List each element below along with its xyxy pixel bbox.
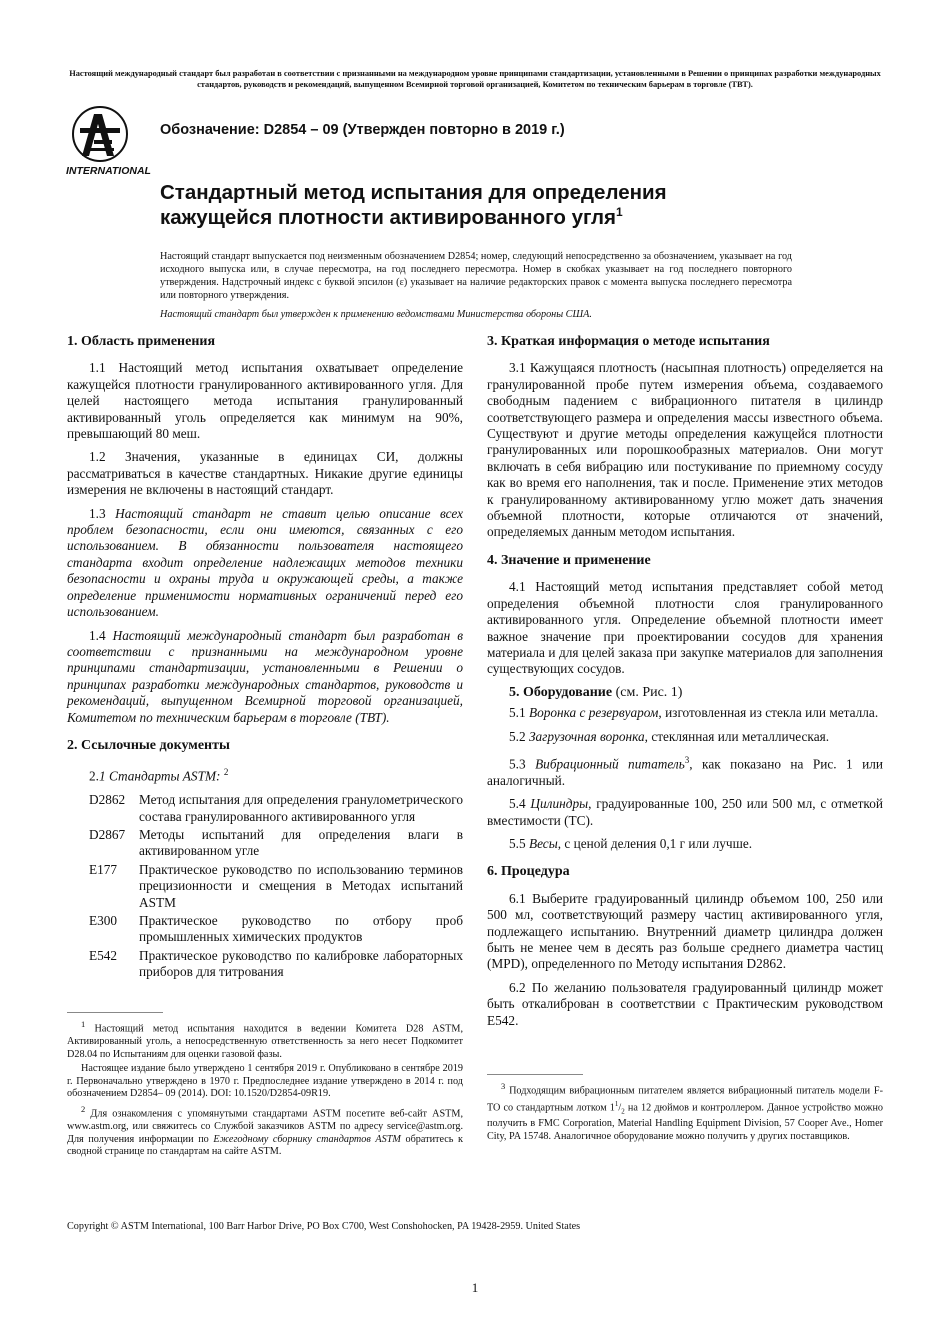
title-text: Стандартный метод испытания для определения кажущейся плотности активированного угля	[160, 181, 667, 229]
footnote-divider	[487, 1074, 583, 1075]
para-1-3-text: Настоящий стандарт не ставит целью описание всех проблем безопасности, если они имеются, связанных с его использованием. В обязанности пользователя настоящего стандарта входит определение надлежащих методов техники безопасности и охраны труда и окружающей среды, а также определение применимости нормативных ограничений перед его использованием.	[67, 505, 463, 620]
section-5-figure-ref: (см. Рис. 1)	[612, 684, 683, 700]
section-1-heading: 1. Область применения	[67, 334, 216, 349]
reference-title: Практическое руководство по калибровке лабораторных приборов для титрования	[139, 947, 463, 980]
para-5-2-term: Загрузочная воронка	[528, 728, 645, 744]
astm-logo	[64, 104, 156, 178]
section-2-heading: 2. Ссылочные документы	[67, 737, 230, 753]
para-2-1-footnote-marker: 2	[223, 767, 229, 778]
section-5-heading	[487, 685, 883, 701]
left-column	[67, 334, 463, 983]
reference-code: D2862	[89, 792, 126, 808]
footnote-1-marker: 1	[81, 1019, 86, 1029]
para-1-1: 1.1 Настоящий метод испытания охватывает определение кажущейся плотности гранулированного активированного угля. Для целей настоящего метода испытания гранулированный активированный уголь определяется как минимум на 90%, превышающий 80 меш.	[67, 360, 463, 442]
para-5-5	[487, 836, 883, 852]
footnote-2-marker: 2	[81, 1103, 86, 1114]
reference-title: Практическое руководство по использованию терминов прецизионности и смещения в Методах испытаний ASTM	[139, 861, 463, 910]
section-3-heading: 3. Краткая информация о методе испытания	[487, 334, 770, 349]
para-5-3-footnote-marker: 3	[684, 754, 690, 765]
reference-item	[89, 862, 463, 911]
reference-item	[89, 827, 463, 860]
footnote-2-text-b: Ежегодному сборнику стандартов ASTM	[213, 1133, 401, 1145]
footnote-3: $^3$ Подходящим вибрационным питателем является вибрационный питатель модели F-TO со стандартным лотком $1^1/_2$ на 12 дюймов и контроллером. Данное устройство можно получить в FMC Corporation, Material Handling Equipment Division, 57 Cooper Ave., Homer City, PA 15748. Аналогичное оборудование можно получить у других поставщиков.	[487, 1081, 883, 1142]
reference-code: D2867	[89, 826, 126, 842]
para-5-5-number: 5.5	[509, 835, 529, 851]
para-5-4-number: 5.4	[509, 796, 531, 812]
reference-code: E177	[89, 861, 118, 877]
reference-title: Метод испытания для определения гранулометрического состава гранулированного активированного угля	[139, 792, 463, 824]
para-6-2: 6.2 По желанию пользователя градуированный цилиндр может быть откалиброван в соответствии с Практическим руководством E542.	[487, 979, 883, 1028]
para-5-2-number: 5.2	[509, 728, 529, 744]
para-2-1-text: 1 Стандарты ASTM:	[98, 768, 221, 784]
reference-code: E542	[89, 947, 118, 963]
footnote-2	[67, 1103, 463, 1159]
fraction-numerator: 1	[614, 1099, 619, 1108]
section-6-heading: 6. Процедура	[487, 864, 570, 880]
copyright: Copyright © ASTM International, 100 Barr Harbor Drive, PO Box C700, West Conshohocken, PA 19428-2959. United States	[67, 1221, 581, 1232]
para-5-1-term: Воронка с резервуаром	[528, 705, 659, 721]
para-5-1-number: 5.1	[509, 705, 529, 721]
title-footnote-marker: 1	[616, 205, 623, 220]
para-1-4-text: Настоящий международный стандарт был разработан в соответствии с признанными на международном уровне принципами стандартизации, установленными в Решении о принципах разработки международных стандартов, руководств и рекомендаций, выпущенном Всемирной торговой организацией, Комитетом по техническим барьерам в торговле (ТВТ).	[67, 627, 463, 725]
logo-caption: INTERNATIONAL	[66, 165, 151, 177]
section-4-heading: 4. Значение и применение	[487, 552, 651, 568]
footnote-3-text-b: на 12 дюймов и контроллером. Данное устройство можно получить в FMC Corporation, Material Handling Equipment Division, 57 Cooper Ave., Homer City, PA 15748. Аналогичное оборудование можно получить у других поставщиков.	[487, 1102, 883, 1142]
para-5-3	[487, 752, 883, 789]
footnote-1	[67, 1018, 463, 1061]
para-5-3-term: Вибрационный питатель	[535, 756, 685, 772]
left-footnotes	[67, 1018, 463, 1161]
reference-item	[89, 913, 463, 946]
para-1-3	[67, 506, 463, 621]
para-5-4-text: , градуированные 100, 250 или 500 мл, с отметкой вместимости (ТС).	[487, 796, 883, 828]
intro-block	[160, 250, 792, 321]
footnote-3-text-a: Подходящим вибрационным питателем является вибрационный питатель модели F-TO со стандартным лотком 1	[487, 1085, 883, 1114]
header-notice: Настоящий международный стандарт был разработан в соответствии с признанными на международном уровне принципами стандартизации, установленными в Решении о принципах разработки международных стандартов, руководств и рекомендаций, выпущенном Всемирной торговой организацией, Комитетом по техническим барьерам в торговле (ТВТ).	[69, 69, 881, 89]
footnote-1-edition: Настоящее издание было утверждено 1 сентября 2019 г. Опубликовано в сентябре 2019 г. Первоначально утверждено в 1970 г. Предпоследнее издание утверждено в 2014 г. под обозначением D2854– 09 (2014). DOI: 10.1520/D2854-09R19.	[67, 1063, 463, 1100]
reference-item	[89, 948, 463, 981]
para-2-1	[67, 764, 463, 785]
footnote-2-text-c: обратитесь к сводной странице по стандартам на сайте ASTM.	[67, 1133, 463, 1158]
right-column	[487, 334, 883, 1036]
para-5-5-text: , с ценой деления 0,1 г или лучше.	[557, 835, 753, 851]
para-2-1-number: 2.	[89, 768, 99, 784]
reference-item	[89, 792, 463, 825]
para-1-2: 1.2 Значения, указанные в единицах СИ, должны рассматриваться в качестве стандартных. Никакие другие единицы измерения не включены в настоящий стандарт.	[67, 449, 463, 498]
para-6-1: 6.1 Выберите градуированный цилиндр объемом 100, 250 или 500 мл, соответствующий размеру частиц активированного угля, подлежащего испытанию. Внутренний диаметр цилиндра должен быть не менее чем в десять раз больше среднего диаметра частиц (MPD), определенного по Методу испытания D2862.	[487, 890, 883, 972]
reference-title: Практическое руководство по отбору проб промышленных химических продуктов	[139, 913, 463, 945]
reference-title: Методы испытаний для определения влаги в активированном угле	[139, 826, 463, 859]
para-5-3-text: , как показано на Рис. 1 или аналогичный.	[487, 756, 883, 788]
intro-text: Настоящий стандарт выпускается под неизменным обозначением D2854; номер, следующий непосредственно за обозначением, указывает на год исходного выпуска или, в случае пересмотра, на год последнего пересмотра. Номер в скобках указывает на год последнего повторного утверждения. Надстрочный индекс с буквой эпсилон (ε) указывает на наличие редакторских правок с момента выпуска последнего пересмотра или повторного утверждения.	[160, 251, 792, 301]
footnote-divider	[67, 1012, 163, 1013]
para-1-4	[67, 628, 463, 726]
fraction-denominator: 2	[621, 1107, 625, 1116]
footnote-2-text-a: Для ознакомления с упомянутыми стандартами ASTM посетите веб-сайт ASTM, www.astm.org, или свяжитесь со Службой заказчиков ASTM по адресу service@astm.org. Для получения информации по	[67, 1108, 464, 1145]
para-3-1: 3.1 Кажущаяся плотность (насыпная плотность) определяется на гранулированной пробе путем измерения объема, создаваемого свободным падением с вибрационного питателя в цилиндр соответствующего размера и определения массы известного объема. Существуют и другие методы определения кажущейся плотности гранулированных или порошкообразных материалов. Они могут включать в себя вибрацию или постукивание по приемному сосуду как во время его наполнения, так и после. Применение этих методов к гранулированному активированному углю может дать значения объемной плотности, которые отличаются от значений, определяемых данным методом испытания.	[487, 360, 883, 540]
footnote-3-marker: 3	[501, 1081, 506, 1091]
para-5-4-term: Цилиндры	[530, 796, 589, 812]
page-number: 1	[471, 1280, 479, 1295]
reference-code: E300	[89, 913, 118, 929]
para-5-2	[487, 729, 883, 745]
para-5-3-number: 5.3	[509, 756, 536, 772]
right-footnotes	[487, 1080, 883, 1145]
designation: Обозначение: D2854 – 09 (Утвержден повторно в 2019 г.)	[160, 122, 565, 138]
para-1-3-number: 1.3	[89, 505, 116, 521]
section-5-title: 5. Оборудование	[509, 684, 613, 700]
para-1-4-number: 1.4	[89, 627, 113, 643]
document-title	[160, 180, 780, 230]
para-5-4	[487, 796, 883, 829]
para-4-1: 4.1 Настоящий метод испытания представляет собой метод определения объемной плотности слоя гранулированного активированного угля. Определение объемной плотности имеет важное значение при проектировании сосудов для хранения материала и для целей заказа при закупке материалов для заполнения существующих сосудов.	[487, 579, 883, 677]
para-5-2-text: , стеклянная или металлическая.	[644, 728, 830, 744]
para-5-5-term: Весы	[528, 835, 558, 851]
intro-approval: Настоящий стандарт был утвержден к применению ведомствами Министерства обороны США.	[160, 309, 592, 320]
para-5-1	[487, 705, 883, 721]
footnote-1-text: Настоящий метод испытания находится в ведении Комитета D28 ASTM, Активированный уголь, а непосредственную ответственность за него несет Подкомитет D28.04 по Испытаниям для оценки газовой фазы.	[67, 1023, 464, 1060]
para-5-1-text: , изготовленная из стекла или металла.	[658, 705, 879, 721]
